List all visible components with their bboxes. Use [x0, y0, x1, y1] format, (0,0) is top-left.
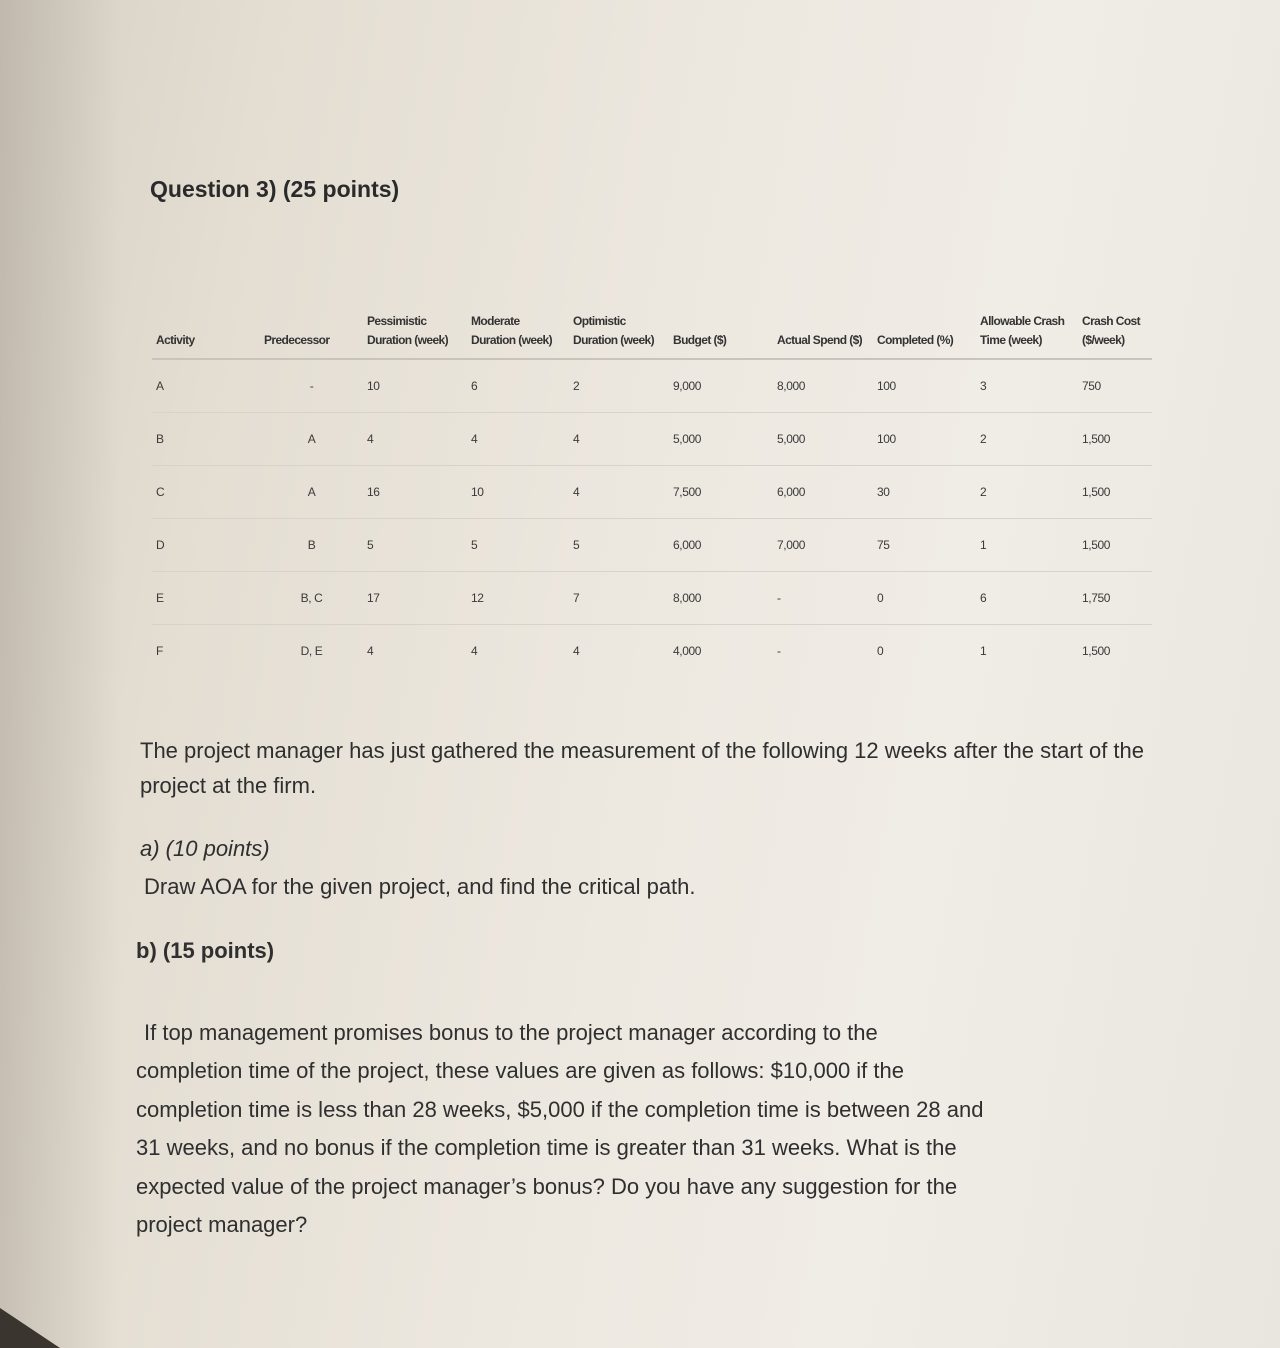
part-b-line: completion time of the project, these values are given as follows: $10,000 if the — [136, 1058, 904, 1084]
part-b-line: project manager? — [136, 1212, 308, 1238]
header-optimistic: Optimistic Duration (week) — [569, 312, 669, 359]
cell-crash-time: 1 — [980, 644, 987, 658]
table-row — [152, 466, 1152, 519]
paper-shadow — [0, 0, 120, 1348]
part-b-text — [136, 1014, 1156, 1244]
cell-predecessor: - — [260, 359, 363, 413]
cell-moderate: 4 — [467, 413, 569, 466]
cell-budget: 7,500 — [669, 466, 773, 519]
cell-budget: 8,000 — [669, 572, 773, 625]
header-crash-time: Allowable Crash Time (week) — [976, 312, 1078, 359]
part-b-heading: b) (15 points) — [136, 938, 275, 963]
cell-optimistic: 4 — [569, 466, 669, 519]
table-row — [152, 519, 1152, 572]
cell-moderate: 12 — [467, 572, 569, 625]
cell-predecessor: A — [260, 413, 363, 466]
cell-pessimistic: 4 — [363, 413, 467, 466]
question-title: Question 3) (25 points) — [150, 176, 400, 202]
header-moderate: Moderate Duration (week) — [467, 312, 569, 359]
cell-optimistic: 5 — [569, 519, 669, 572]
header-budget: Budget ($) — [669, 312, 773, 359]
table-row — [152, 572, 1152, 625]
cell-pessimistic: 16 — [363, 466, 467, 519]
cell-completed: 100 — [873, 413, 976, 466]
cell-crash-time: 3 — [976, 359, 1078, 413]
cell-budget: 6,000 — [669, 519, 773, 572]
cell-crash-cost: 750 — [1078, 359, 1152, 413]
cell-pessimistic: 17 — [363, 572, 467, 625]
cell-budget: 4,000 — [673, 644, 702, 658]
intro-paragraph: The project manager has just gathered the measurement of the following 12 weeks after the start of the project at the firm. — [140, 738, 1145, 798]
cell-actual-spend: 6,000 — [773, 466, 873, 519]
cell-pessimistic: 4 — [367, 644, 374, 658]
cell-moderate: 6 — [467, 359, 569, 413]
cell-activity: F — [156, 644, 163, 658]
part-a-heading: a) (10 points) — [140, 836, 270, 861]
cell-moderate: 4 — [471, 644, 478, 658]
cell-activity: D — [152, 519, 260, 572]
cell-predecessor: B, C — [260, 572, 363, 625]
cell-actual-spend: 5,000 — [773, 413, 873, 466]
cell-optimistic: 7 — [569, 572, 669, 625]
cell-budget: 5,000 — [669, 413, 773, 466]
cell-optimistic: 4 — [569, 413, 669, 466]
part-a-text: Draw AOA for the given project, and find the critical path. — [144, 874, 696, 899]
cell-crash-time: 2 — [976, 466, 1078, 519]
cell-actual-spend: 8,000 — [773, 359, 873, 413]
cell-activity: A — [152, 359, 260, 413]
part-b-line: If top management promises bonus to the project manager according to the — [144, 1020, 878, 1045]
part-b-line: completion time is less than 28 weeks, $5,000 if the completion time is between 28 and — [136, 1096, 984, 1122]
part-b-line: 31 weeks, and no bonus if the completion time is greater than 31 weeks. What is the — [136, 1135, 957, 1161]
cell-crash-cost: 1,500 — [1082, 644, 1111, 658]
cell-completed: 75 — [873, 519, 976, 572]
cell-crash-cost: 1,750 — [1078, 572, 1152, 625]
cell-activity: C — [152, 466, 260, 519]
cell-actual-spend: - — [777, 644, 781, 658]
cell-optimistic: 4 — [573, 644, 580, 658]
part-b-line: expected value of the project manager’s bonus? Do you have any suggestion for the — [136, 1173, 958, 1199]
table-row — [152, 413, 1152, 466]
cell-pessimistic: 10 — [363, 359, 467, 413]
cell-activity: B — [152, 413, 260, 466]
cell-crash-cost: 1,500 — [1078, 413, 1152, 466]
header-pessimistic: Pessimistic Duration (week) — [363, 312, 467, 359]
table-row — [152, 359, 1152, 413]
cell-completed: 100 — [873, 359, 976, 413]
cell-completed: 30 — [873, 466, 976, 519]
cell-crash-time: 1 — [976, 519, 1078, 572]
cell-crash-cost: 1,500 — [1078, 466, 1152, 519]
cell-activity: E — [152, 572, 260, 625]
cell-actual-spend: - — [773, 572, 873, 625]
cell-crash-cost: 1,500 — [1078, 519, 1152, 572]
cell-optimistic: 2 — [569, 359, 669, 413]
header-completed: Completed (%) — [873, 312, 976, 359]
table-row — [152, 625, 1152, 678]
cell-budget: 9,000 — [669, 359, 773, 413]
header-crash-cost: Crash Cost ($/week) — [1078, 312, 1152, 359]
cell-moderate: 5 — [467, 519, 569, 572]
cell-actual-spend: 7,000 — [773, 519, 873, 572]
cell-pessimistic: 5 — [363, 519, 467, 572]
cell-predecessor: D, E — [300, 644, 323, 658]
cell-crash-time: 6 — [976, 572, 1078, 625]
header-predecessor: Predecessor — [260, 312, 363, 359]
header-actual-spend: Actual Spend ($) — [773, 312, 873, 359]
cell-predecessor: B — [260, 519, 363, 572]
project-activity-table — [152, 312, 1152, 677]
cell-crash-time: 2 — [976, 413, 1078, 466]
cell-completed: 0 — [877, 644, 884, 658]
header-activity: Activity — [152, 312, 260, 359]
cell-predecessor: A — [260, 466, 363, 519]
table-header-row — [152, 312, 1152, 359]
background-corner — [0, 1308, 60, 1348]
cell-completed: 0 — [873, 572, 976, 625]
cell-moderate: 10 — [467, 466, 569, 519]
